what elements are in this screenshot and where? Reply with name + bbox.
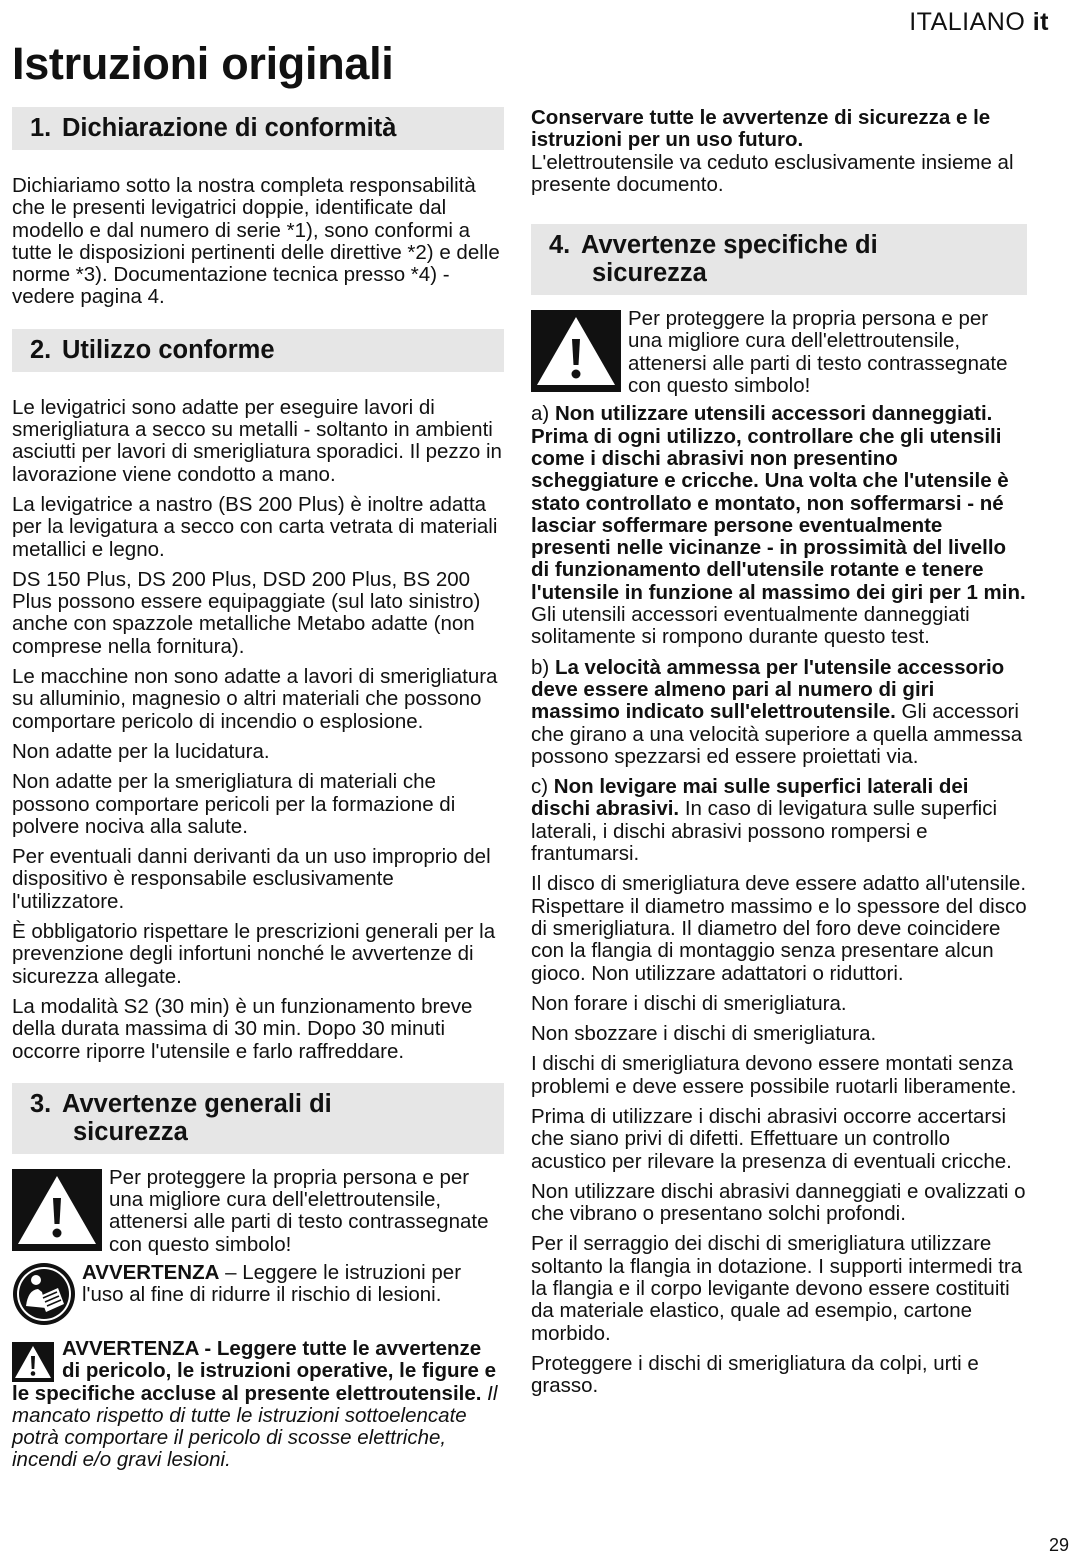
section-title: Avvertenze specifiche di xyxy=(581,231,878,260)
small-warning-icon xyxy=(12,1342,54,1382)
read-manual-note xyxy=(12,1262,504,1326)
usage-paragraph: Per eventuali danni derivanti da un uso improprio del dispositivo è responsabile esclusivamente l'utilizzatore. xyxy=(12,845,491,913)
usage-paragraph: Le levigatrici sono adatte per eseguire lavori di smerigliatura a secco su metalli - soltanto in ambienti asciutti per lavori di smerigliatura sporadici. Il pezzo in lavorazione viene condotto a mano. xyxy=(12,395,502,486)
section-title: Avvertenze generali di xyxy=(62,1089,332,1118)
safety-paragraph: Proteggere i dischi di smerigliatura da colpi, urti e grasso. xyxy=(531,1351,979,1398)
section-title: Dichiarazione di conformità xyxy=(62,114,397,142)
usage-paragraph: La levigatrice a nastro (BS 200 Plus) è inoltre adatta per la levigatura a secco con carta vetrata di materiali metallici e legno. xyxy=(12,492,498,561)
symbol-note xyxy=(531,308,1027,397)
section-number: 2. xyxy=(30,335,52,364)
item-label: a) xyxy=(531,402,555,426)
general-warning-bold: AVVERTENZA - Leggere tutte le avvertenze di pericolo, le istruzioni operative, le figure e le specifiche accluse al presente elettroutensile. xyxy=(12,1336,497,1405)
section-title-line2: sicurezza xyxy=(592,259,707,288)
item-label: b) xyxy=(531,655,555,679)
section-4-heading xyxy=(531,224,1027,295)
usage-paragraph: Non adatte per la smerigliatura di materiali che possono comportare pericoli per la formazione di polvere nociva alla salute. xyxy=(12,770,456,838)
item-a-bold: Non utilizzare utensili accessori danneggiati. Prima di ogni utilizzo, controllare che gli utensili come i dischi abrasivi non presentino scheggiature e cricche. Una volta che l'utensile è stato controllato e montato, non soffermarsi - né lasciar soffermare persone eventualmente presenti nelle vicinanze - in prossimità del livello di funzionamento dell'utensile rotante e tenere l'utensile in funzione al massimo dei giri per 1 min. xyxy=(531,402,1026,604)
safety-paragraph: Prima di utilizzare i dischi abrasivi occorre accertarsi che siano privi di difetti. Effettuare un controllo acustico per rilevare la presenza di eventuali cricche. xyxy=(531,1104,1012,1173)
section-2-heading xyxy=(12,329,504,372)
keep-instructions-bold: Conservare tutte le avvertenze di sicurezza e le istruzioni per un uso futuro. xyxy=(531,106,991,152)
symbol-note-text: Per proteggere la propria persona e per una migliore cura dell'elettroutensile, attenersi alle parti di testo contrassegnate con questo simbolo! xyxy=(628,307,1008,398)
language-label xyxy=(909,8,1049,37)
read-manual-text xyxy=(82,1262,504,1307)
section-number: 4. xyxy=(549,231,571,260)
general-warning-italic: Il mancato rispetto di tutte le istruzioni sottoelencate potrà comportare il pericolo di scosse elettriche, incendi e/o gravi lesioni. xyxy=(12,1381,498,1472)
read-manual-icon xyxy=(12,1262,76,1326)
item-a-text: Gli utensili accessori eventualmente danneggiati solitamente si rompono durante questo test. xyxy=(531,603,970,649)
item-label: c) xyxy=(531,775,554,799)
keep-instructions xyxy=(531,107,1027,196)
section-3-heading xyxy=(12,1083,504,1154)
item-a xyxy=(531,403,1027,648)
language-name: ITALIANO xyxy=(909,8,1026,36)
section-title-line2: sicurezza xyxy=(73,1117,188,1146)
safety-paragraph: I dischi di smerigliatura devono essere montati senza problemi e deve essere possibile ruotarli liberamente. xyxy=(531,1052,1017,1098)
page-number: 29 xyxy=(1048,1535,1069,1555)
usage-paragraph: Le macchine non sono adatte a lavori di smerigliatura su alluminio, magnesio o altri materiali che possono comportare pericolo di incendio o esplosione. xyxy=(12,665,498,733)
item-b xyxy=(531,657,1027,768)
section-title: Utilizzo conforme xyxy=(62,335,275,364)
page-title: Istruzioni originali xyxy=(12,38,394,89)
safety-paragraph: Non sbozzare i dischi di smerigliatura. xyxy=(531,1022,877,1046)
item-c xyxy=(531,776,1027,865)
item-c-bold: Non levigare mai sulle superfici laterali dei dischi abrasivi. xyxy=(531,775,969,821)
usage-paragraph: È obbligatorio rispettare le prescrizioni generali per la prevenzione degli infortuni nonché le avvertenze di sicurezza allegate. xyxy=(12,920,496,988)
read-manual-rest: – Leggere le istruzioni per l'uso al fine di ridurre il rischio di lesioni. xyxy=(82,1260,462,1307)
safety-paragraph: Il disco di smerigliatura deve essere adatto all'utensile. Rispettare il diametro massimo e lo spessore del disco di smerigliatura. Il diametro del foro deve coincidere con la flangia di montaggio senza presentare alcun gioco. Non utilizzare adattatori o riduttori. xyxy=(531,872,1027,985)
symbol-note-text: Per proteggere la propria persona e per una migliore cura dell'elettroutensile, attenersi alle parti di testo contrassegnate con questo simbolo! xyxy=(109,1165,489,1256)
section-number: 3. xyxy=(30,1089,52,1118)
left-column xyxy=(12,107,504,1480)
warning-triangle-icon xyxy=(12,1169,102,1251)
safety-paragraph: Non utilizzare dischi abrasivi danneggiati e ovalizzati o che vibrano o presentano solchi profondi. xyxy=(531,1179,1026,1226)
safety-paragraph: Non forare i dischi di smerigliatura. xyxy=(531,991,847,1015)
language-code: it xyxy=(1032,8,1049,36)
declaration-text: Dichiariamo sotto la nostra completa responsabilità che le presenti levigatrici doppie, identificate dal modello e dal numero di serie *1), sono conformi a tutte le disposizioni pertinenti delle direttive *2) e delle norme *3). Documentazione tecnica presso *4) - vedere pagina 4. xyxy=(12,174,500,309)
usage-paragraph: Non adatte per la lucidatura. xyxy=(12,739,270,763)
warning-triangle-icon xyxy=(531,310,621,392)
item-b-text: Gli accessori che girano a una velocità superiore a quella ammessa possono spezzarsi ed essere proiettati via. xyxy=(531,700,1023,768)
safety-paragraph: Per il serraggio dei dischi di smerigliatura utilizzare soltanto la flangia in dotazione. I supporti intermedi tra la flangia e il corpo levigante devono essere costituiti da materiale elastico, quale ad esempio, cartone morbido. xyxy=(531,1232,1023,1345)
symbol-note xyxy=(12,1167,504,1256)
section-1-heading xyxy=(12,107,504,150)
section-number: 1. xyxy=(30,114,52,142)
usage-paragraph: La modalità S2 (30 min) è un funzionamento breve della durata massima di 30 min. Dopo 30 minuti occorre riporre l'utensile e farlo raffreddare. xyxy=(12,994,473,1063)
read-manual-bold: AVVERTENZA xyxy=(82,1260,220,1284)
general-warning xyxy=(12,1338,504,1472)
item-b-bold: La velocità ammessa per l'utensile accessorio deve essere almeno pari al numero di giri massimo indicato sull'elettroutensile. xyxy=(531,655,1005,724)
keep-instructions-text: L'elettroutensile va ceduto esclusivamente insieme al presente documento. xyxy=(531,150,1014,196)
right-column xyxy=(531,107,1027,1406)
item-c-text: In caso di levigatura sulle superfici laterali, i dischi abrasivi possono rompersi e frantumarsi. xyxy=(531,797,998,866)
usage-paragraph: DS 150 Plus, DS 200 Plus, DSD 200 Plus, BS 200 Plus possono essere equipaggiate (sul lato sinistro) anche con spazzole metalliche Metabo adatte (non comprese nella fornitura). xyxy=(12,567,481,658)
